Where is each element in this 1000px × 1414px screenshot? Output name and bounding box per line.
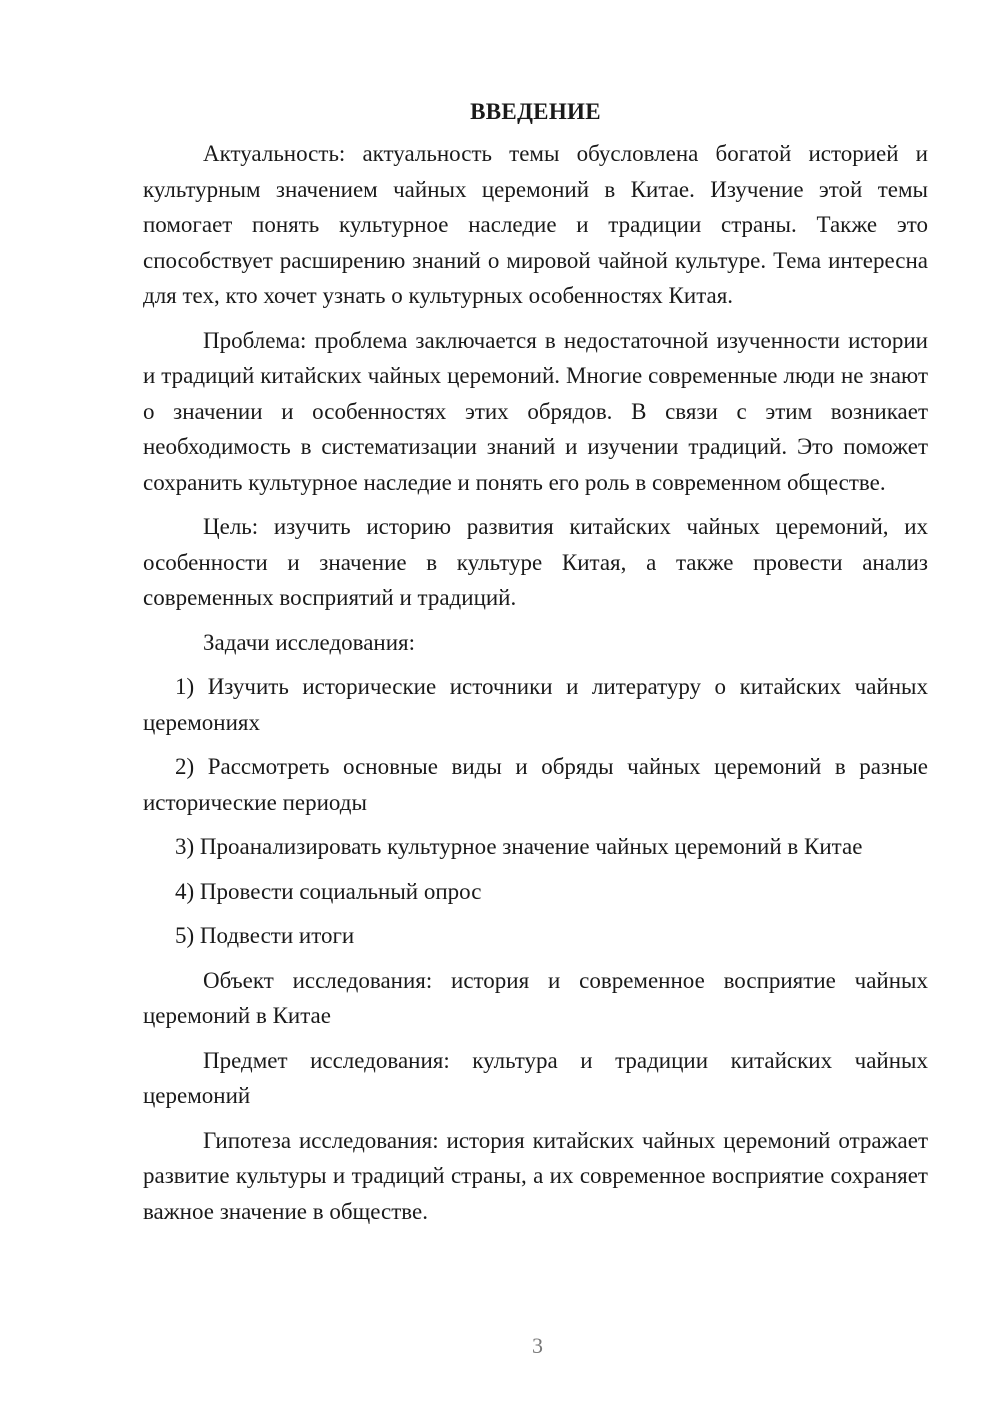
document-page bbox=[143, 95, 928, 1238]
relevance-paragraph: Актуальность: актуальность темы обусловлена богатой историей и культурным значением чайных церемоний в Китае. Изучение этой темы помогает понять культурное наследие и традиции страны. Также это способствует расширению знаний о мировой чайной культуре. Тема интересна для тех, кто хочет узнать о культурных особенностях Китая. bbox=[143, 141, 928, 308]
subject-paragraph: Предмет исследования: культура и традиции китайских чайных церемоний bbox=[143, 1047, 928, 1108]
task-item-4: 4) Провести социальный опрос bbox=[175, 878, 482, 904]
task-item-3: 3) Проанализировать культурное значение чайных церемоний в Китае bbox=[175, 834, 863, 859]
section-heading: ВВЕДЕНИЕ bbox=[470, 99, 601, 124]
tasks-title: Задачи исследования: bbox=[203, 629, 416, 655]
hypothesis-paragraph: Гипотеза исследования: история китайских чайных церемоний отражает развитие культуры и традиций страны, а их современное восприятие сохраняет важное значение в обществе. bbox=[143, 1127, 928, 1224]
problem-paragraph: Проблема: проблема заключается в недостаточной изученности истории и традиций китайских чайных церемоний. Многие современные люди не знают о значении и особенностях этих обрядов. В связи с этим возникает необходимость в систематизации знаний и изучении традиций. Это поможет сохранить культурное наследие и понять его роль в современном обществе. bbox=[143, 327, 928, 495]
object-paragraph: Объект исследования: история и современное восприятие чайных церемоний в Китае bbox=[143, 967, 928, 1028]
task-item-2: 2) Рассмотреть основные виды и обряды чайных церемоний в разные исторические периоды bbox=[143, 754, 928, 815]
page-number: 3 bbox=[532, 1333, 543, 1358]
goal-paragraph: Цель: изучить историю развития китайских чайных церемоний, их особенности и значение в культуре Китая, а также провести анализ современных восприятий и традиций. bbox=[143, 514, 928, 610]
task-item-5: 5) Подвести итоги bbox=[175, 923, 355, 948]
task-item-1: 1) Изучить исторические источники и литературу о китайских чайных церемониях bbox=[143, 674, 928, 735]
